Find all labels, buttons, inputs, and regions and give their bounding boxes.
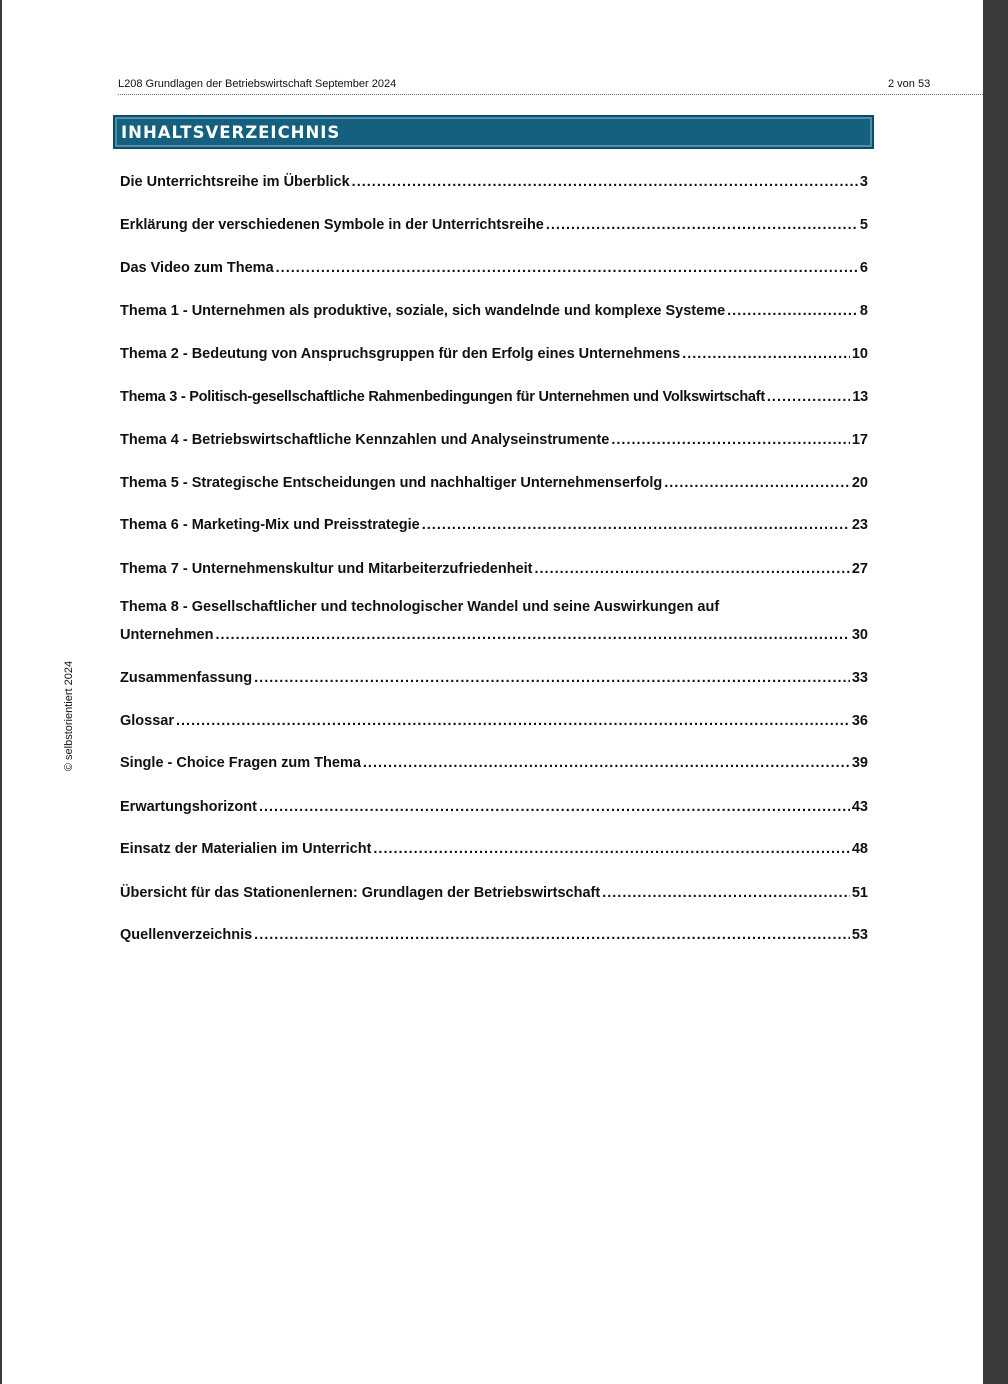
toc-entry[interactable] xyxy=(120,513,868,533)
toc-entry-title: Die Unterrichtsreihe im Überblick xyxy=(120,174,350,190)
toc-entry-title: Erklärung der verschiedenen Symbole in der Unterrichtsreihe xyxy=(120,217,544,233)
toc-leader-dots xyxy=(535,561,850,577)
toc-leader-dots xyxy=(259,799,850,815)
toc-entry-page: 53 xyxy=(851,927,868,943)
toc-entry-title: Übersicht für das Stationenlernen: Grundlagen der Betriebswirtschaft xyxy=(120,885,601,901)
toc-entry[interactable] xyxy=(120,385,868,405)
toc-entry-page: 48 xyxy=(851,841,868,857)
toc-entry-page: 33 xyxy=(851,670,868,686)
toc-entry[interactable] xyxy=(120,557,868,577)
toc-entry[interactable] xyxy=(120,923,868,943)
toc-leader-dots xyxy=(176,713,850,729)
toc-leader-dots xyxy=(254,670,850,686)
toc-entry-title-line1[interactable]: Thema 8 - Gesellschaftlicher und technologischer Wandel und seine Auswirkungen auf xyxy=(120,599,720,615)
toc-entry[interactable] xyxy=(120,471,868,491)
toc-leader-dots xyxy=(373,841,849,857)
toc-entry-page: 3 xyxy=(859,174,868,190)
document-page xyxy=(2,0,983,1384)
toc-entry-title: Single - Choice Fragen zum Thema xyxy=(120,755,361,771)
toc-entry[interactable] xyxy=(120,299,868,319)
toc-leader-dots xyxy=(276,260,858,276)
toc-entry-title: Unternehmen xyxy=(120,627,214,643)
toc-entry-page: 36 xyxy=(851,713,868,729)
toc-leader-dots xyxy=(254,927,850,943)
toc-entry[interactable] xyxy=(120,751,868,771)
page-header xyxy=(118,76,983,95)
toc-entry[interactable] xyxy=(120,623,868,643)
toc-entry-page: 10 xyxy=(851,346,868,362)
toc-entry[interactable] xyxy=(120,170,868,190)
toc-leader-dots xyxy=(727,303,858,319)
toc-entry-title: Thema 2 - Bedeutung von Anspruchsgruppen für den Erfolg eines Unternehmens xyxy=(120,346,681,362)
toc-entry[interactable] xyxy=(120,428,868,448)
toc-entry-page: 30 xyxy=(851,627,868,643)
header-page-indicator: 2 von 53 xyxy=(888,78,931,90)
toc-entry[interactable] xyxy=(120,837,868,857)
toc-entry[interactable] xyxy=(120,256,868,276)
toc-leader-dots xyxy=(546,217,858,233)
toc-entry[interactable] xyxy=(120,795,868,815)
toc-entry-page: 6 xyxy=(859,260,868,276)
toc-entry-page: 5 xyxy=(859,217,868,233)
toc-leader-dots xyxy=(422,517,850,533)
toc-entry-page: 51 xyxy=(851,885,868,901)
toc-leader-dots xyxy=(767,389,850,405)
toc-entry[interactable] xyxy=(120,342,868,362)
toc-entry[interactable] xyxy=(120,666,868,686)
toc-entry-page: 13 xyxy=(852,389,868,405)
toc-leader-dots xyxy=(682,346,850,362)
toc-entry-title: Quellenverzeichnis xyxy=(120,927,253,943)
toc-entry-page: 43 xyxy=(851,799,868,815)
toc-entry[interactable] xyxy=(120,213,868,233)
toc-entry-page: 17 xyxy=(851,432,868,448)
toc-heading: INHALTSVERZEICHNIS xyxy=(121,123,341,142)
toc-entry-title: Einsatz der Materialien im Unterricht xyxy=(120,841,372,857)
toc-leader-dots xyxy=(602,885,850,901)
toc-leader-dots xyxy=(215,627,849,643)
toc-entry-title: Thema 6 - Marketing-Mix und Preisstrategie xyxy=(120,517,420,533)
toc-entry-title: Thema 7 - Unternehmenskultur und Mitarbeiterzufriedenheit xyxy=(120,561,533,577)
toc-entry-title: Zusammenfassung xyxy=(120,670,253,686)
toc-entry-page: 39 xyxy=(851,755,868,771)
toc-entry-title: Thema 5 - Strategische Entscheidungen und nachhaltiger Unternehmenserfolg xyxy=(120,475,663,491)
toc-leader-dots xyxy=(352,174,858,190)
toc-entry-title: Thema 4 - Betriebswirtschaftliche Kennzahlen und Analyseinstrumente xyxy=(120,432,610,448)
toc-entry[interactable] xyxy=(120,881,868,901)
header-document-title: L208 Grundlagen der Betriebswirtschaft September 2024 xyxy=(118,78,397,90)
toc-entry-page: 8 xyxy=(859,303,868,319)
toc-entry[interactable] xyxy=(120,709,868,729)
toc-entry-page: 23 xyxy=(851,517,868,533)
toc-leader-dots xyxy=(611,432,850,448)
toc-entry-title: Thema 1 - Unternehmen als produktive, soziale, sich wandelnde und komplexe Systeme xyxy=(120,303,726,319)
toc-entry-title: Das Video zum Thema xyxy=(120,260,274,276)
toc-entry-title: Thema 3 - Politisch-gesellschaftliche Rahmenbedingungen für Unternehmen und Volkswirtschaft xyxy=(120,389,765,405)
toc-entry-title: Erwartungshorizont xyxy=(120,799,257,815)
copyright-text: © selbstorientiert 2024 xyxy=(63,660,75,772)
toc-entry-page: 27 xyxy=(851,561,868,577)
toc-heading-banner xyxy=(113,115,874,149)
toc-leader-dots xyxy=(363,755,850,771)
toc-entry-title: Glossar xyxy=(120,713,174,729)
toc-entry-page: 20 xyxy=(851,475,868,491)
toc-leader-dots xyxy=(664,475,850,491)
